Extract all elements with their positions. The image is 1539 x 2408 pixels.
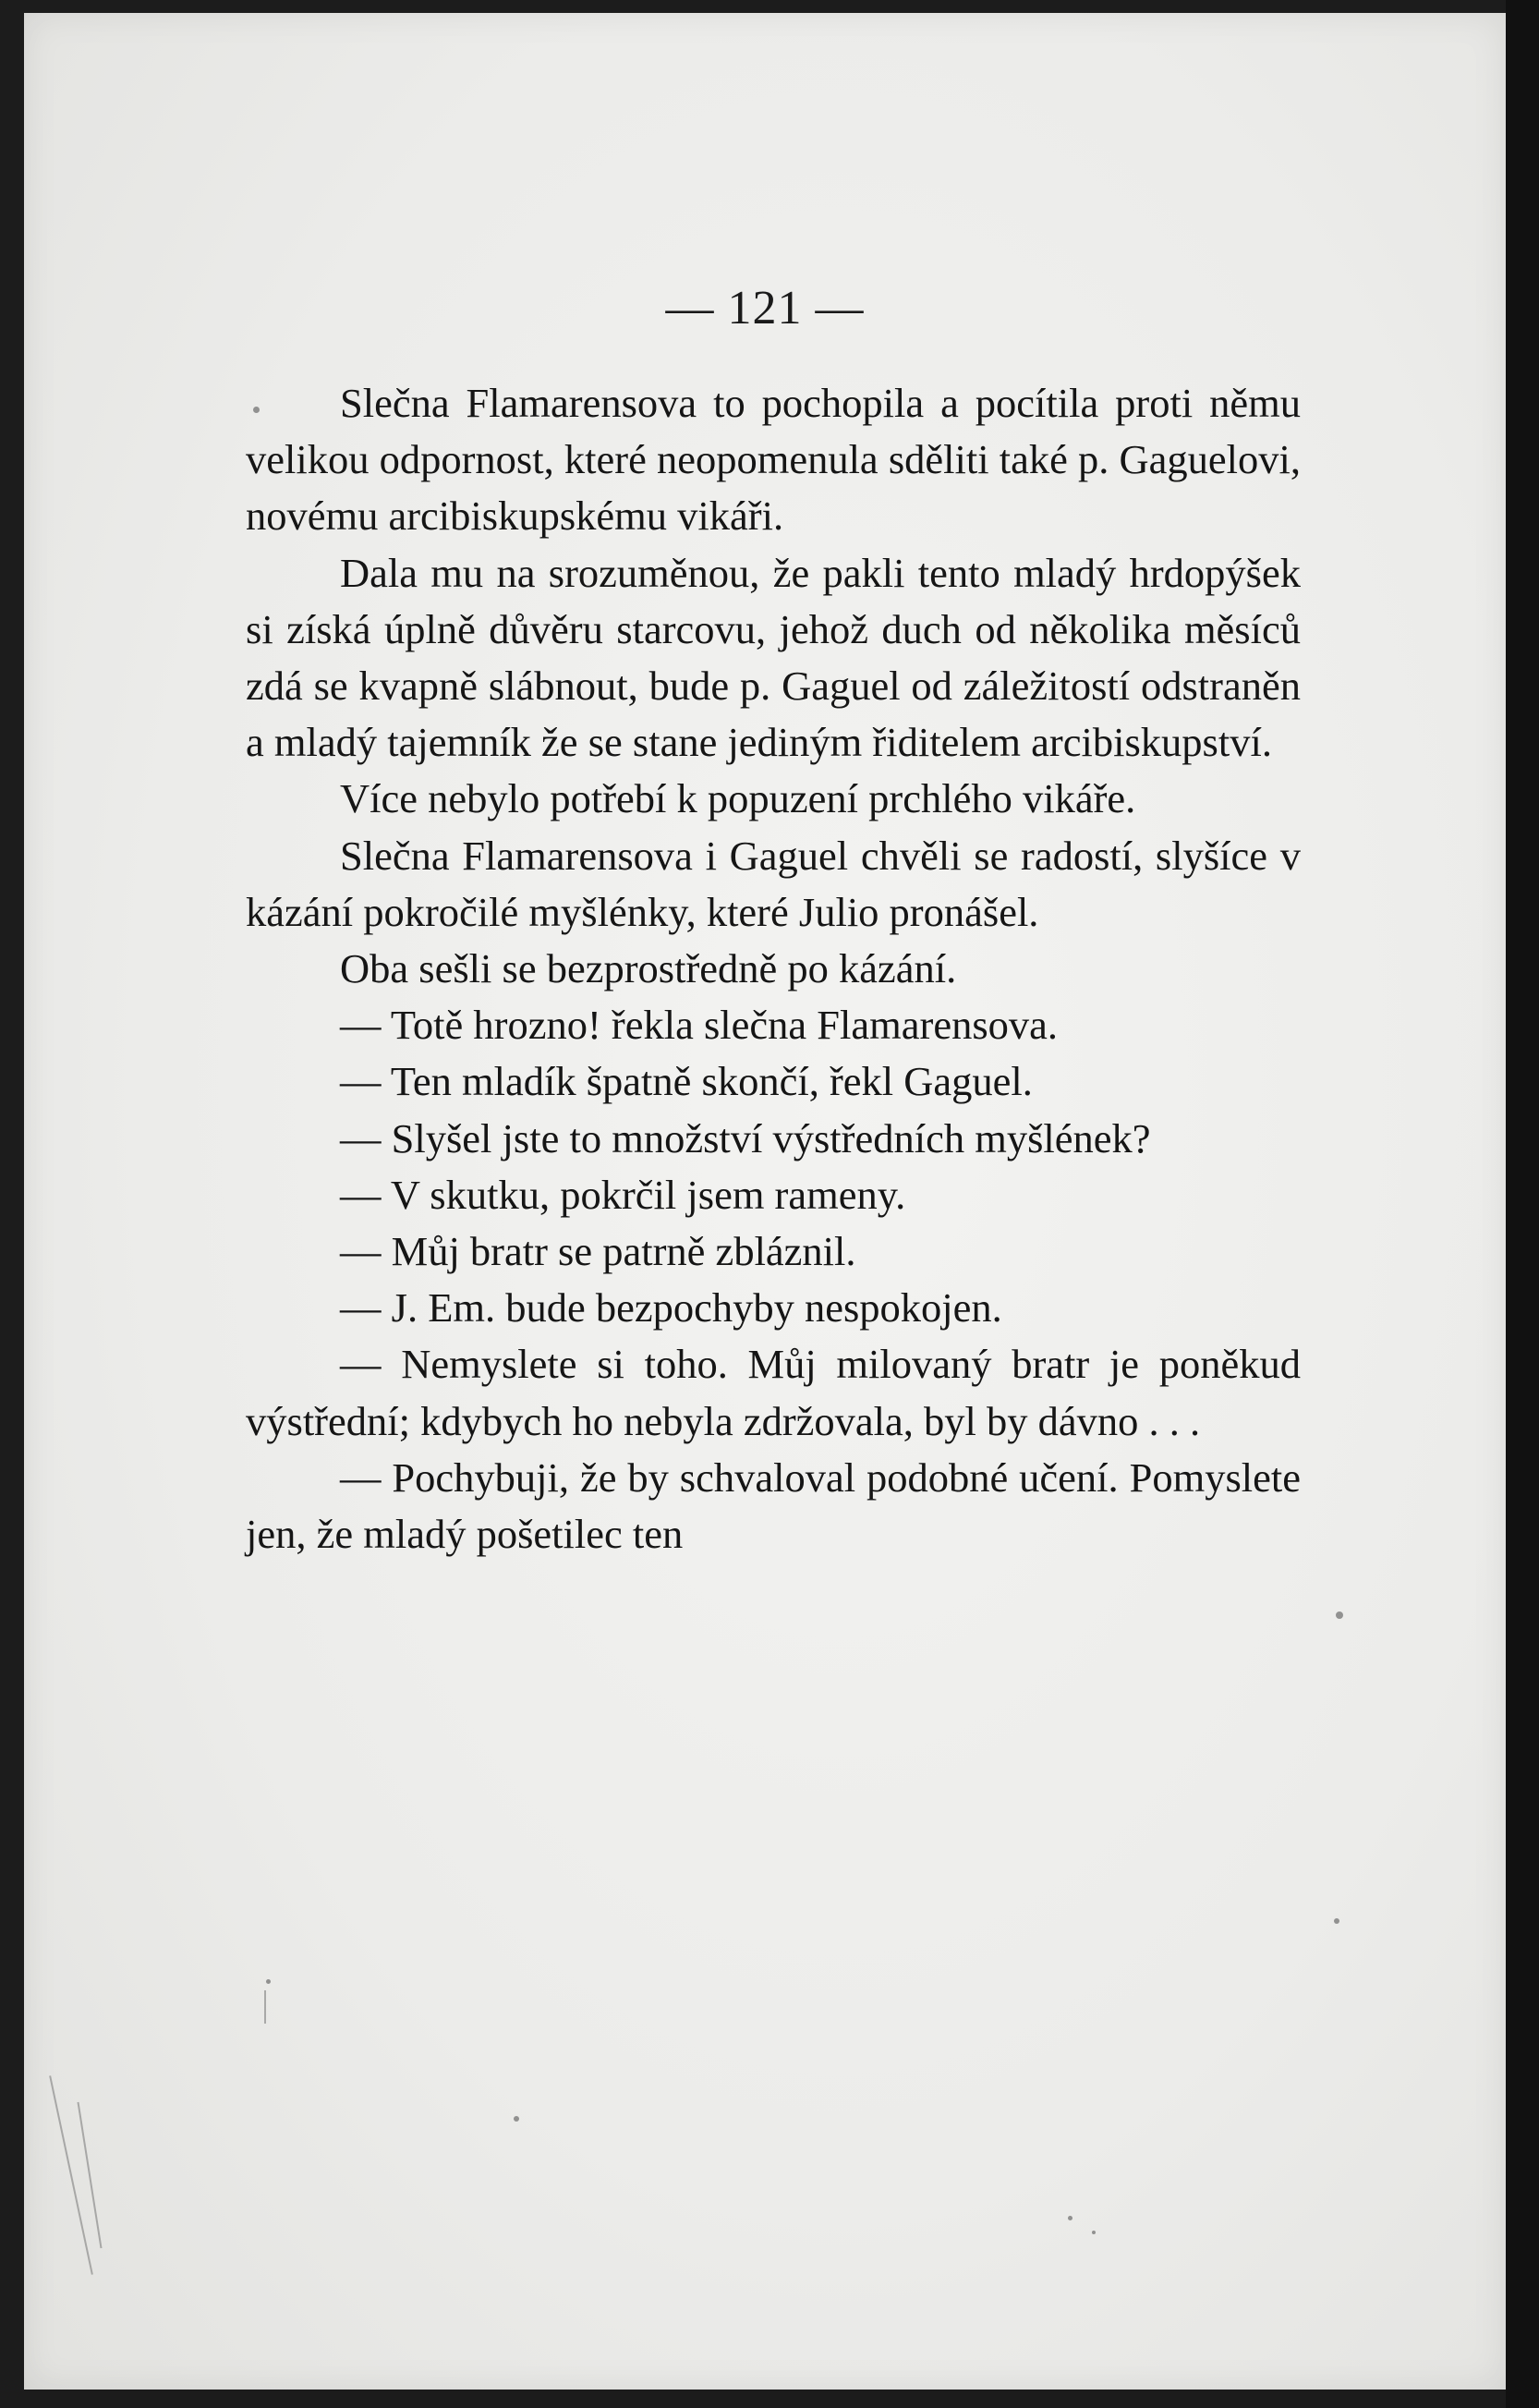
paragraph: Slečna Flamarensova to pochopila a pocítila proti němu velikou odpornost, které neopomenula sděliti také p. Gaguelovi, novému arcibiskupskému vikáři.	[246, 380, 1301, 540]
dialogue-line: — V skutku, pokrčil jsem rameny.	[340, 1171, 906, 1218]
scan-scratch	[49, 2075, 93, 2275]
scan-speck	[1336, 1611, 1343, 1619]
scan-speck	[266, 1979, 271, 1984]
dialogue-line: — J. Em. bude bezpochyby nespokojen.	[340, 1284, 1002, 1332]
dialogue-line: — Nemyslete si toho. Můj milovaný bratr je poněkud výstřední; kdybych ho nebyla zdržovala, byl by dávno . . .	[246, 1341, 1301, 1444]
scan-speck	[514, 2116, 519, 2122]
body-text	[246, 375, 1301, 1563]
paragraph: Oba sešli se bezprostředně po kázání.	[340, 945, 957, 992]
paragraph: Více nebylo potřebí k popuzení prchlého vikáře.	[340, 775, 1136, 822]
paragraph: Slečna Flamarensova i Gaguel chvěli se radostí, slyšíce v kázání pokročilé myšlénky, které Julio pronášel.	[246, 832, 1301, 935]
scan-scratch	[264, 1990, 266, 2024]
page-number: — 121 —	[665, 282, 865, 334]
scan-right-edge	[1506, 0, 1539, 2408]
book-page	[24, 13, 1506, 2390]
dialogue-line: — Můj bratr se patrně zbláznil.	[340, 1228, 856, 1275]
scan-speck	[1092, 2231, 1096, 2234]
scan-speck	[1068, 2216, 1072, 2220]
dialogue-line: — Slyšel jste to množství výstředních myšlének?	[340, 1114, 1151, 1161]
paragraph: Dala mu na srozuměnou, že pakli tento mladý hrdopýšek si získá úplně důvěru starcovu, jehož duch od několika měsíců zdá se kvapně slábnout, bude p. Gaguel od záležitostí odstraněn a mladý tajemník že se stane jediným řiditelem arcibiskupství.	[246, 549, 1301, 766]
scan-speck	[253, 407, 260, 413]
dialogue-line: — Pochybuji, že by schvaloval podobné učení. Pomyslete jen, že mladý pošetilec ten	[246, 1453, 1301, 1558]
dialogue-line: — Totě hrozno! řekla slečna Flamarensova.	[340, 1002, 1059, 1049]
scan-speck	[1334, 1918, 1339, 1924]
dialogue-line: — Ten mladík špatně skončí, řekl Gaguel.	[340, 1058, 1033, 1105]
